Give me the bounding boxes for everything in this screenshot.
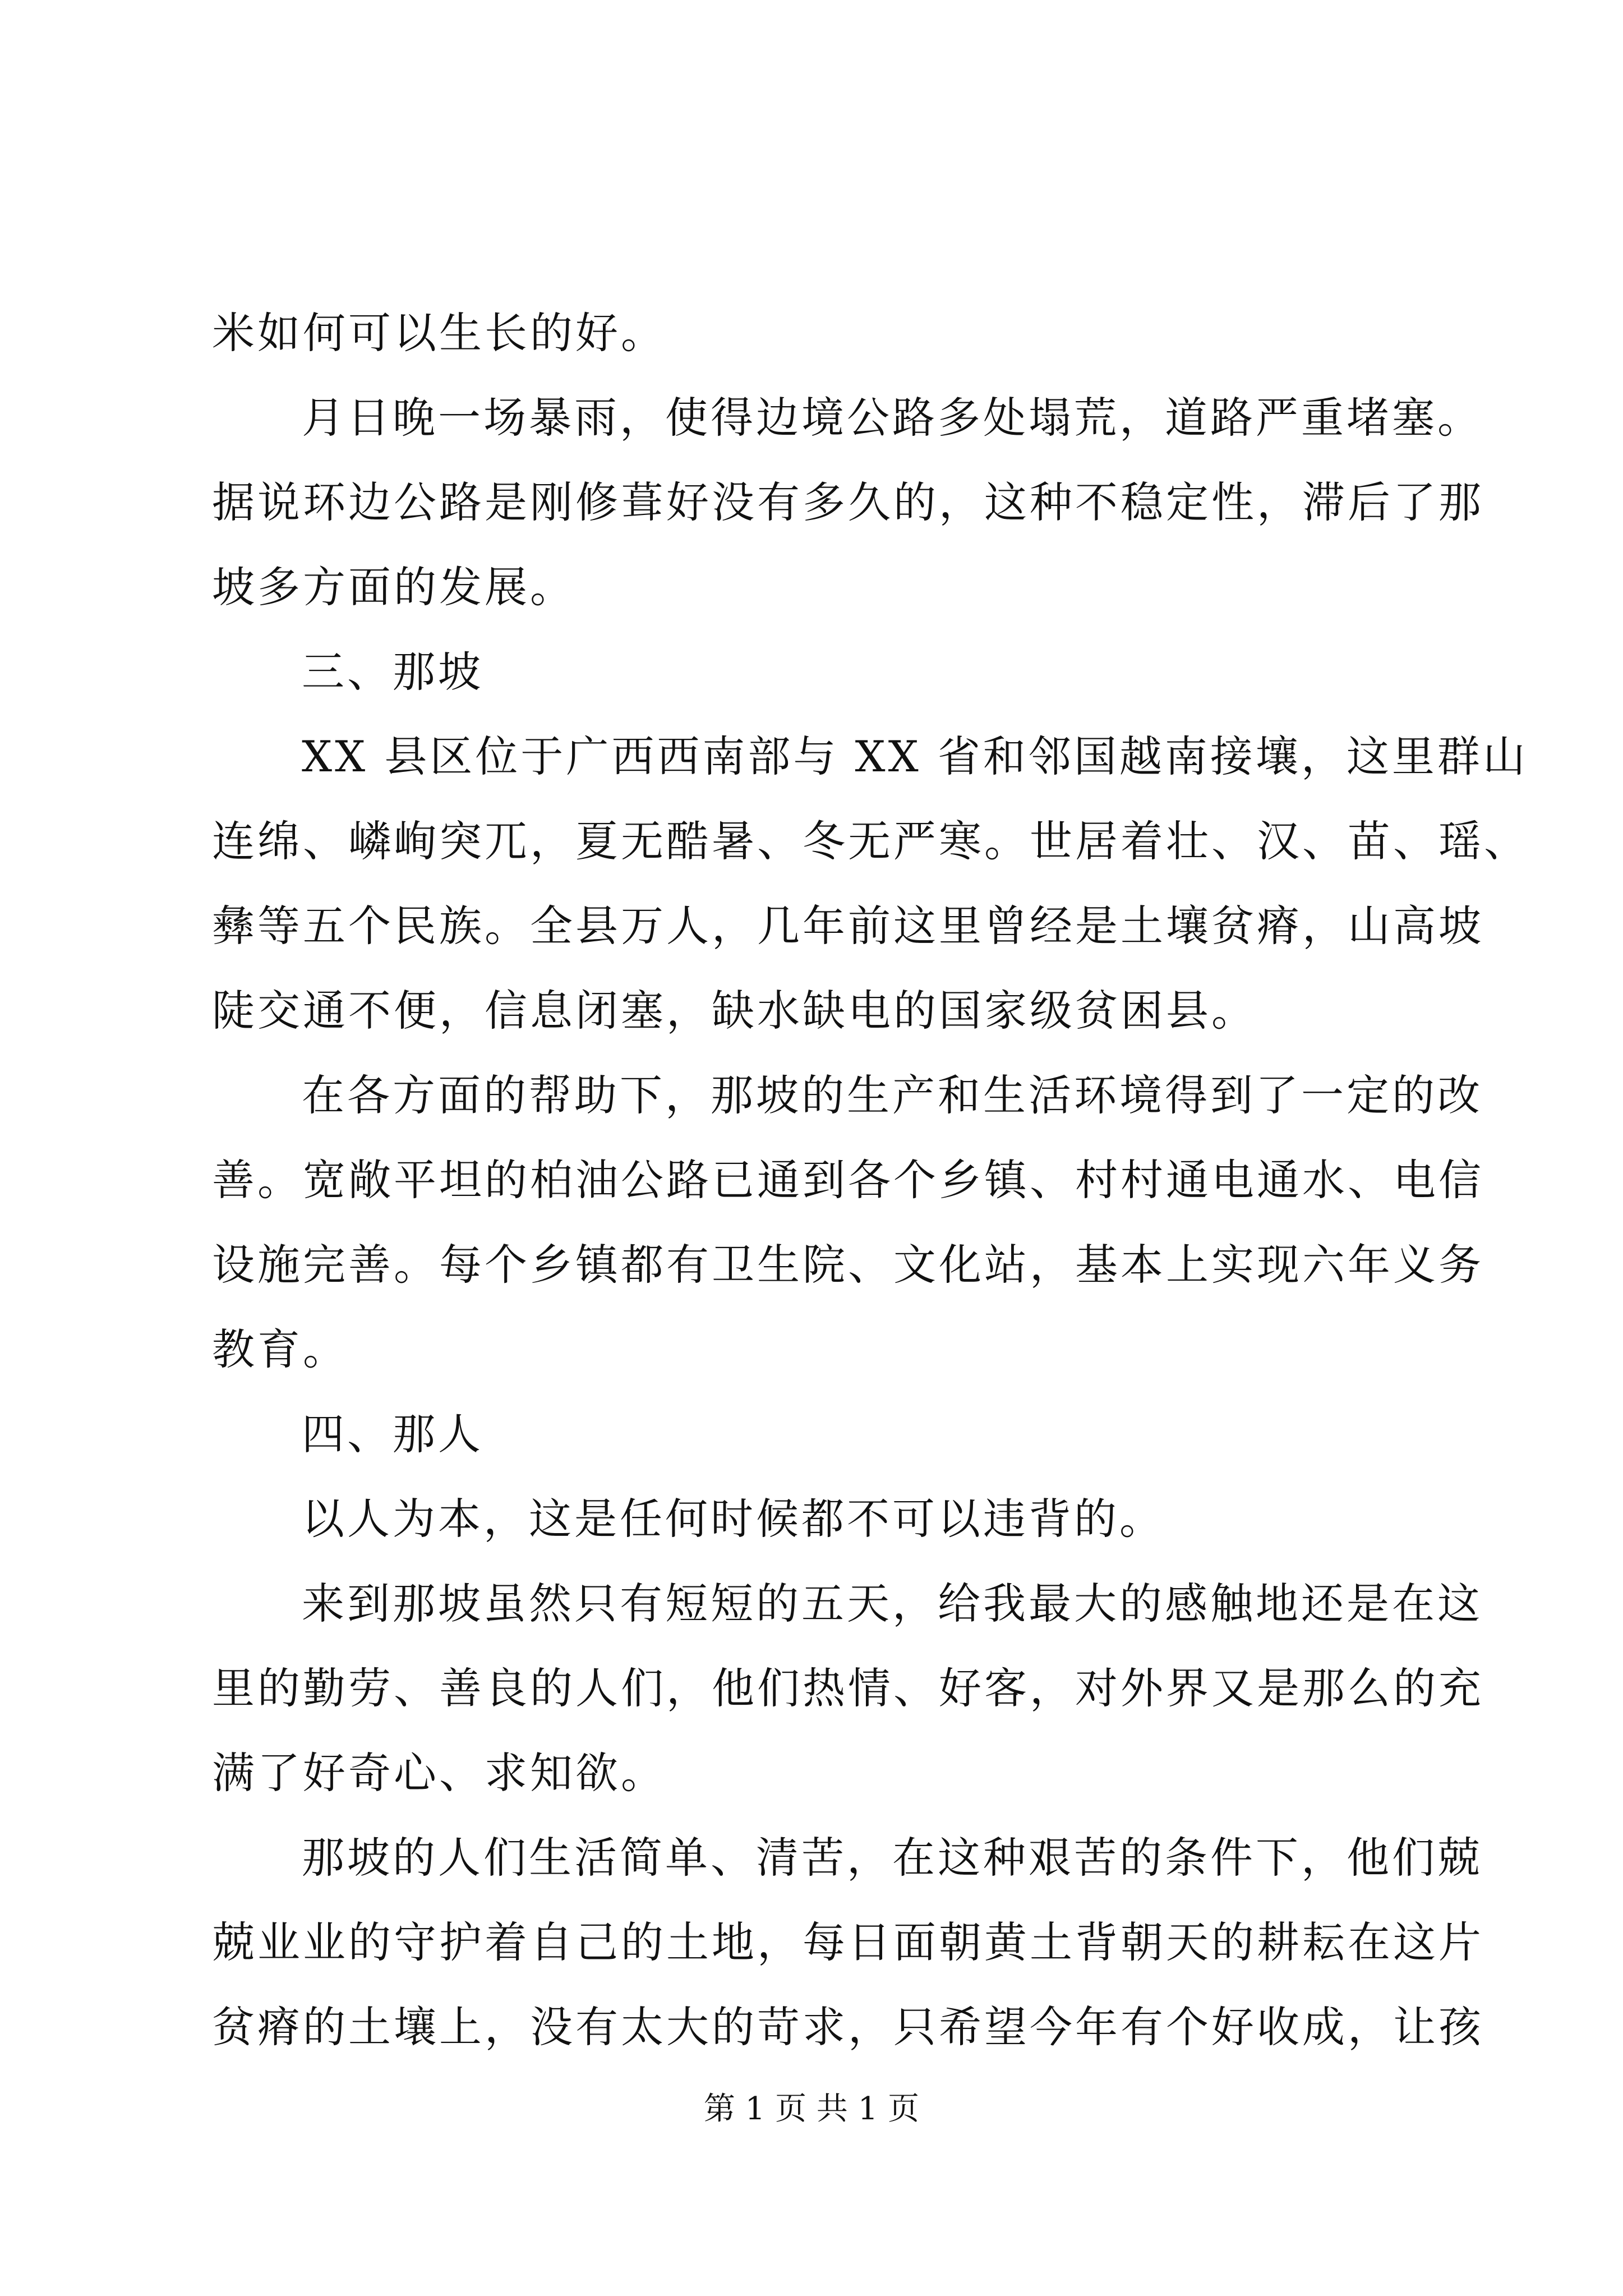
text-line: 贫瘠的土壤上，没有太大的苛求，只希望今年有个好收成，让孩: [212, 2002, 1484, 2052]
text-line: 兢业业的守护着自己的土地，每日面朝黄土背朝天的耕耘在这片: [212, 1917, 1484, 1967]
text-line: 连绵、嶙峋突兀，夏无酷暑、冬无严寒。世居着壮、汉、苗、瑶、: [212, 816, 1529, 866]
text-line: 在各方面的帮助下，那坡的生产和生活环境得到了一定的改: [302, 1070, 1483, 1120]
text-line: 彝等五个民族。全县万人，几年前这里曾经是土壤贫瘠，山高坡: [212, 901, 1484, 951]
text-line: 四、那人: [302, 1409, 483, 1459]
text-line: 里的勤劳、善良的人们，他们热情、好客，对外界又是那么的充: [212, 1663, 1484, 1713]
text-line: 那坡的人们生活简单、清苦，在这种艰苦的条件下，他们兢: [302, 1833, 1483, 1883]
text-line: 米如何可以生长的好。: [212, 308, 666, 358]
text-line: 三、那坡: [302, 647, 483, 697]
text-line: 以人为本，这是任何时候都不可以违背的。: [302, 1494, 1165, 1544]
document-body: [212, 291, 1529, 2069]
text-line: 陡交通不便，信息闭塞，缺水缺电的国家级贫困县。: [212, 986, 1257, 1036]
text-line: 来到那坡虽然只有短短的五天，给我最大的感触地还是在这: [302, 1579, 1483, 1628]
text-line: 满了好奇心、求知欲。: [212, 1748, 666, 1798]
text-line: 月日晚一场暴雨，使得边境公路多处塌荒，道路严重堵塞。: [302, 393, 1483, 443]
text-line: 坡多方面的发展。: [212, 562, 575, 612]
text-line: 善。宽敞平坦的柏油公路已通到各个乡镇、村村通电通水、电信: [212, 1155, 1484, 1205]
text-line: 据说环边公路是刚修葺好没有多久的，这种不稳定性，滞后了那: [212, 477, 1484, 527]
page-footer: 第 1 页 共 1 页: [703, 2091, 920, 2127]
text-line: 教育。: [212, 1324, 348, 1374]
text-line: XX 县区位于广西西南部与 XX 省和邻国越南接壤，这里群山: [302, 731, 1528, 781]
text-line: 设施完善。每个乡镇都有卫生院、文化站，基本上实现六年义务: [212, 1240, 1484, 1290]
